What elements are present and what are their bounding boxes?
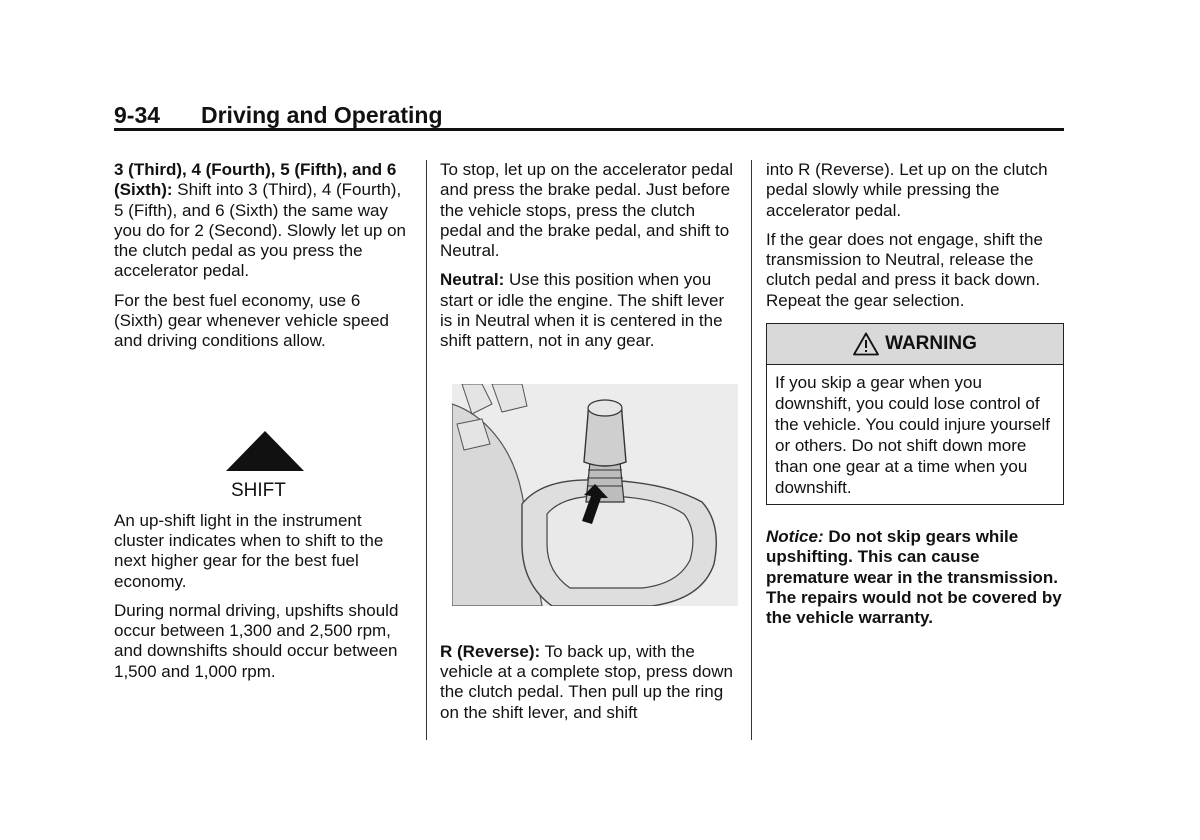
paragraph-stop: To stop, let up on the accelerator pedal and press the brake pedal. Just before the vehicle stops, press the clutch pedal and the brake pedal, and shift to Neutral. [440, 160, 733, 261]
shift-icon-label: SHIFT [231, 479, 286, 501]
paragraph-gear-not-engage: If the gear does not engage, shift the transmission to Neutral, release the clutch pedal and press it back down. Repeat the gear selection. [766, 229, 1043, 310]
reverse-text: To back up, with the vehicle at a complete stop, press down the clutch pedal. Then pull up the ring on the shift lever, and shift [440, 641, 733, 722]
neutral-text: Use this position when you start or idle the engine. The shift lever is in Neutral when it is centered in the shift pattern, not in any gear. [440, 270, 725, 351]
neutral-heading: Neutral: [440, 270, 505, 290]
warning-triangle-icon [853, 332, 879, 356]
paragraph-reverse-continued: into R (Reverse). Let up on the clutch pedal slowly while pressing the accelerator pedal. [766, 160, 1048, 220]
paragraph-neutral [440, 270, 738, 351]
paragraph-gears-3-6 [114, 160, 412, 282]
warning-header [767, 324, 1063, 365]
notice-label: Notice: [766, 527, 824, 547]
notice-text: Do not skip gears while upshifting. This can cause premature wear in the transmission. The repairs would not be covered by the vehicle warranty. [766, 527, 1062, 628]
paragraph-fuel-economy: For the best fuel economy, use 6 (Sixth) gear whenever vehicle speed and driving conditions allow. [114, 290, 389, 351]
paragraph-rpm: During normal driving, upshifts should occur between 1,300 and 2,500 rpm, and downshifts should occur between 1,500 and 1,000 rpm. [114, 600, 399, 681]
shift-light-icon [114, 361, 412, 511]
gears-heading: 3 (Third), 4 (Fourth), 5 (Fifth), and 6 (Sixth): [114, 160, 397, 200]
up-arrow-icon [226, 431, 304, 475]
page-header [114, 100, 1064, 130]
paragraph-reverse [440, 642, 738, 723]
column-2 [440, 160, 738, 732]
reverse-heading: R (Reverse): [440, 641, 541, 661]
header-rule [114, 128, 1064, 131]
column-divider [751, 160, 752, 740]
column-divider [426, 160, 427, 740]
column-3 [766, 160, 1064, 638]
notice-paragraph [766, 527, 1064, 628]
gears-text: Shift into 3 (Third), 4 (Fourth), 5 (Fifth), and 6 (Sixth) the same way you do for 2 (Second). Slowly let up on the clutch pedal as you press the accelerator pedal. [114, 180, 406, 281]
warning-title: WARNING [885, 332, 977, 354]
paragraph-upshift-light: An up-shift light in the instrument cluster indicates when to shift to the next higher gear for the best fuel economy. [114, 510, 384, 591]
shift-lever-illustration [452, 384, 738, 606]
page-number: 9-34 [114, 102, 161, 128]
column-1 [114, 160, 412, 691]
warning-box [766, 323, 1064, 505]
section-title: Driving and Operating [201, 102, 443, 128]
warning-text: If you skip a gear when you downshift, you could lose control of the vehicle. You could injure yourself or others. Do not shift down more than one gear at a time when you downshift. [775, 373, 1051, 498]
